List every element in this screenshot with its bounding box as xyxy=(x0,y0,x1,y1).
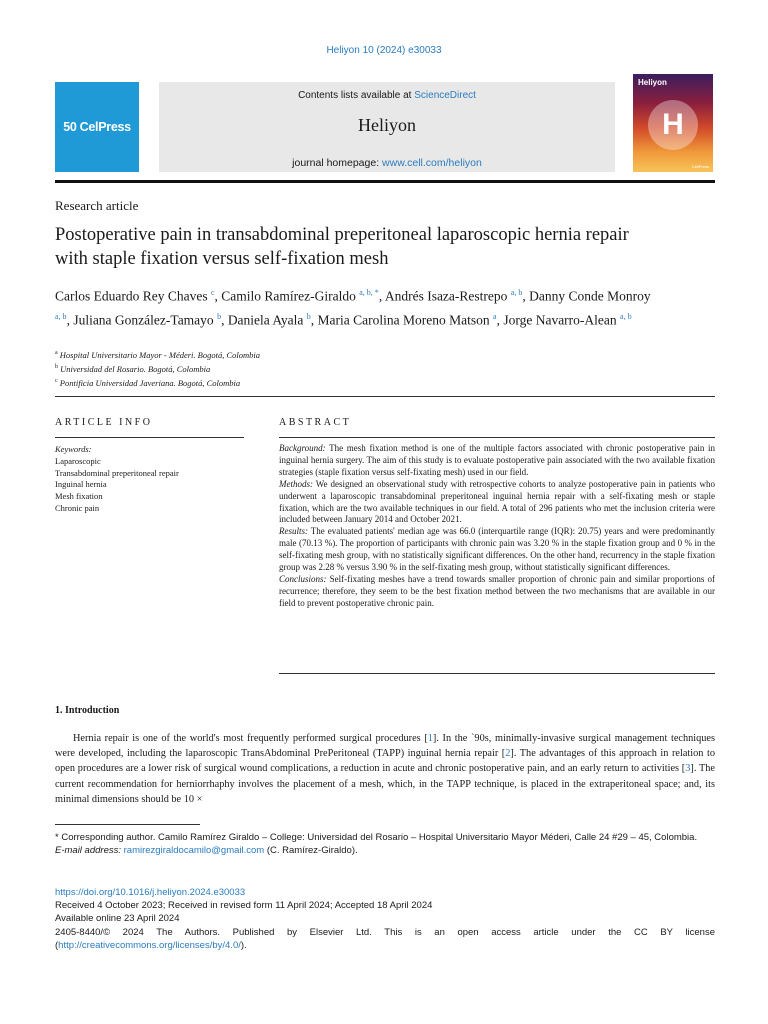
header-divider xyxy=(55,180,715,183)
abstract-label: Methods: xyxy=(279,478,313,489)
author-affiliation-mark[interactable]: b xyxy=(217,311,222,321)
affiliation xyxy=(55,361,655,375)
cellpress-logo[interactable] xyxy=(55,82,139,172)
article-info-top-divider xyxy=(55,396,715,397)
affiliation-mark: b xyxy=(55,363,58,370)
license-line: 2405-8440/© 2024 The Authors. Published by Elsevier Ltd. This is an open access article under the CC BY license xyxy=(55,926,715,938)
text-run: Hernia repair is one of the world's most frequently performed surgical procedures [ xyxy=(73,733,428,744)
license-line-end xyxy=(55,939,715,952)
text-run: ). xyxy=(240,939,247,951)
keywords-block xyxy=(55,444,244,515)
cover-title: Heliyon xyxy=(638,78,667,87)
email-note xyxy=(55,844,715,857)
text-run: ( xyxy=(55,939,59,951)
contents-line xyxy=(159,90,615,101)
introduction-body xyxy=(55,731,715,807)
affiliation-mark: a xyxy=(55,350,58,356)
keyword: Chronic pain xyxy=(55,502,100,513)
author-affiliation-mark[interactable]: a, b xyxy=(620,311,632,321)
abstract-label: Conclusions: xyxy=(279,573,327,584)
received-dates: Received 4 October 2023; Received in revised form 11 April 2024; Accepted 18 April 2024 xyxy=(55,900,433,912)
author-separator: , xyxy=(522,288,530,304)
email-suffix: (C. Ramírez-Giraldo). xyxy=(264,845,358,856)
abstract-conclusions xyxy=(279,574,715,610)
cc-license-link[interactable]: http://creativecommons.org/licenses/by/4.0/ xyxy=(58,939,241,951)
keyword: Inguinal hernia xyxy=(55,479,107,490)
author-separator: , xyxy=(496,312,504,327)
author-name[interactable]: Carlos Eduardo Rey Chaves xyxy=(55,288,208,304)
cellpress-logo-text: 50 CelPress xyxy=(63,120,131,134)
keyword: Laparoscopic xyxy=(55,455,101,466)
article-info-divider xyxy=(55,437,244,438)
article-type: Research article xyxy=(55,198,139,213)
text-run: ]. The current recommendation for herniorrhaphy involves the placement of a mesh, which, in the TAPP technique, is placed in the extraperitoneal space; and, its minimal dimensions should be 10 × xyxy=(55,763,715,805)
introduction-paragraph xyxy=(55,731,715,807)
abstract-text: We designed an observational study with retrospective cohorts to analyze postoperative pain in patients who underwent a laparoscopic transabdominal preperitoneal inguinal hernia repair with a self-fixating mesh or staple fixation, which are the two available techniques in our field. A total of 296 patients who met the inclusion criteria were included between January 2014 and October 2021. xyxy=(279,478,715,525)
footnote-divider xyxy=(55,824,200,825)
abstract-text: The evaluated patients' median age was 66.0 (interquartile range (IQR): 20.75) years and were predominantly male (70.13 %). The proportion of participants with chronic pain was 3.20 % in the staple fixation group and 0 % in the self-fixating mesh group, with no statistically significant differences. On the other hand, recurrency in the staple fixation group was 2.28 % versus 3.90 % in the self-fixating mesh group, without statistically significant differences. xyxy=(279,526,715,573)
sciencedirect-link[interactable]: ScienceDirect xyxy=(414,90,476,101)
author-separator: , xyxy=(310,312,318,327)
affiliation-text: Hospital Universitario Mayor - Méderi. Bogotá, Colombia xyxy=(59,349,261,360)
author-name[interactable]: Camilo Ramírez-Giraldo xyxy=(221,288,356,304)
abstract-body xyxy=(279,443,715,610)
journal-name: Heliyon xyxy=(358,115,416,135)
author-separator: , xyxy=(378,288,385,304)
article-title: Postoperative pain in transabdominal preperitoneal laparoscopic hernia repair with staple fixation versus self-fixation mesh xyxy=(55,225,629,269)
keywords-label: Keywords: xyxy=(55,444,92,454)
journal-homepage-link[interactable]: www.cell.com/heliyon xyxy=(382,157,482,169)
author-affiliation-mark[interactable]: c xyxy=(210,288,215,297)
abstract-text: Self-fixating meshes have a trend towards smaller proportion of chronic pain and similar proportions of recurrence; therefore, they seem to be the best fixation method between the two mechanisms that are available in our field to prevent postoperative chronic pain. xyxy=(279,573,715,608)
citation-link[interactable]: 3 xyxy=(685,763,691,775)
author-affiliation-mark[interactable]: b xyxy=(306,311,311,321)
keyword: Mesh fixation xyxy=(55,491,103,502)
keyword: Transabdominal preperitoneal repair xyxy=(55,467,179,478)
author-name[interactable]: Jorge Navarro-Alean xyxy=(503,312,617,327)
affiliation-mark: c xyxy=(55,377,58,384)
introduction-heading: 1. Introduction xyxy=(55,705,120,716)
cover-h-logo: H xyxy=(648,100,698,150)
citation-link[interactable]: 1 xyxy=(427,733,433,744)
author-list xyxy=(55,283,655,330)
author-separator: , xyxy=(66,312,74,327)
abstract-background xyxy=(279,443,715,479)
available-online: Available online 23 April 2024 xyxy=(55,913,180,925)
publication-info xyxy=(55,886,715,952)
text-run: ]. The advantages of this approach in relation to open procedures are a lower risk of surgical wound complications, a reduction in acute and chronic postoperative pain, and an early return to activities [ xyxy=(55,748,715,775)
affiliation-list xyxy=(55,347,655,388)
author-name[interactable]: Maria Carolina Moreno Matson xyxy=(317,312,490,327)
journal-header-box xyxy=(159,82,615,172)
author-name[interactable]: Danny Conde Monroy xyxy=(529,288,651,304)
affiliation xyxy=(55,347,655,361)
email-label: E-mail address: xyxy=(55,845,121,856)
journal-header xyxy=(55,74,715,176)
affiliation-text: Pontificia Universidad Javeriana. Bogotá, Colombia xyxy=(59,377,241,388)
abstract-text: The mesh fixation method is one of the multiple factors associated with chronic postoperative pain in inguinal hernia surgery. The aim of this study is to evaluate postoperative pain associated with the two available fixation strategies (staple fixation versus self-fixating mesh) used in our field. xyxy=(279,443,715,477)
text-run: ]. In the `90s, minimally-invasive surgical management techniques were developed, including the laparoscopic TransAbdominal PrePeritoneal (TAPP) inguinal hernia repair [ xyxy=(55,733,715,760)
citation-link[interactable]: 2 xyxy=(505,748,511,760)
doi-link[interactable]: https://doi.org/10.1016/j.heliyon.2024.e30033 xyxy=(55,887,246,898)
corresponding-author-note: * Corresponding author. Camilo Ramírez Giraldo – College: Universidad del Rosario – Hospital Universitario Mayor Méderi, Calle 24 #29 – 45, Colombia. xyxy=(55,832,698,843)
journal-reference[interactable]: Heliyon 10 (2024) e30033 xyxy=(326,45,442,56)
affiliation-text: Universidad del Rosario. Bogotá, Colombia xyxy=(60,363,211,374)
affiliation xyxy=(55,375,655,389)
author-name[interactable]: Andrés Isaza-Restrepo xyxy=(384,288,508,304)
abstract-heading: ABSTRACT xyxy=(279,417,352,428)
journal-cover-thumbnail[interactable] xyxy=(633,74,713,172)
contents-prefix: Contents lists available at xyxy=(298,90,415,101)
author-name[interactable]: Daniela Ayala xyxy=(227,312,304,327)
author-affiliation-mark[interactable]: a, b, * xyxy=(359,288,379,297)
abstract-methods xyxy=(279,479,715,527)
article-info-heading: ARTICLE INFO xyxy=(55,417,153,428)
abstract-label: Results: xyxy=(279,526,308,537)
footnotes xyxy=(55,831,715,857)
author-affiliation-mark[interactable]: a, b xyxy=(55,311,67,321)
author-affiliation-mark[interactable]: a xyxy=(493,311,497,321)
homepage-line xyxy=(159,157,615,169)
abstract-label: Background: xyxy=(279,443,326,453)
abstract-bottom-divider xyxy=(279,673,715,674)
cover-publisher: CellPress xyxy=(691,164,709,169)
author-separator: , xyxy=(221,312,228,327)
author-name[interactable]: Juliana González-Tamayo xyxy=(73,312,214,327)
email-link[interactable]: ramirezgiraldocamilo@gmail.com xyxy=(123,845,265,856)
author-affiliation-mark[interactable]: a, b xyxy=(510,288,523,297)
abstract-results xyxy=(279,526,715,574)
abstract-divider xyxy=(279,437,715,438)
homepage-prefix: journal homepage: xyxy=(292,157,383,169)
author-separator: , xyxy=(214,288,222,304)
